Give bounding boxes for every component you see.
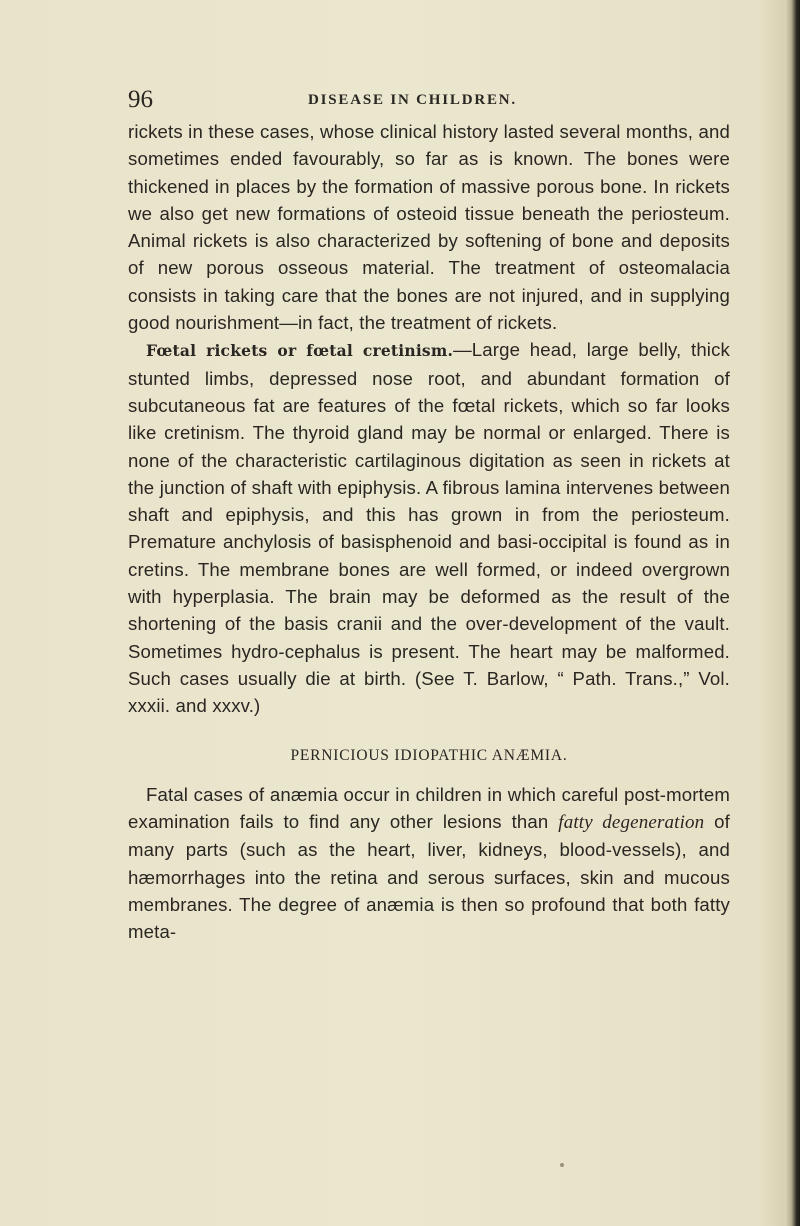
- paragraph-anaemia-start: Fatal cases of anæmia occur in children in which careful post-mortem examination fails to find any other lesions than: [128, 783, 730, 833]
- page-number: 96: [128, 86, 153, 113]
- body-text: [128, 118, 730, 946]
- run-in-heading: Fœtal rickets or fœtal cretinism.: [146, 341, 454, 361]
- paragraph-foetal-rickets: [128, 336, 730, 719]
- page-header: [128, 86, 728, 118]
- italic-phrase: fatty degeneration: [558, 812, 705, 834]
- page-speck: [560, 1163, 564, 1167]
- paragraph-anaemia: [128, 781, 730, 946]
- paragraph-rickets-continuation: rickets in these cases, whose clinical history lasted several months, and sometimes ended favourably, so far as is known. The bones were thickened in places by the formation of massive porous bone. In rickets we also get new formations of osteoid tissue beneath the periosteum. Animal rickets is also characterized by softening of bone and deposits of new porous osseous material. The treatment of osteomalacia consists in taking care that the bones are not injured, and in supplying good nourishment—in fact, the treatment of rickets.: [128, 121, 730, 334]
- paragraph-foetal-rickets-body: —Large head, large belly, thick stunted limbs, depressed nose root, and abundant formation of subcutaneous fat are features of the fœtal rickets, which so far looks like cretinism. The thyroid gland may be normal or enlarged. There is none of the characteristic cartilaginous digitation as seen in rickets at the junction of shaft with epiphysis. A fibrous lamina intervenes between shaft and epiphysis, and this has grown in from the periosteum. Premature anchylosis of basisphenoid and basi-occipital is found as in cretins. The membrane bones are well formed, or indeed overgrown with hyperplasia. The brain may be deformed as the result of the shortening of the basis cranii and the over-development of the vault. Sometimes hydro-cephalus is present. The heart may be malformed. Such cases usually die at birth. (See T. Barlow, “ Path. Trans.,” Vol. xxxii. and xxxv.): [128, 339, 730, 717]
- running-head: DISEASE IN CHILDREN.: [308, 92, 517, 108]
- paragraph-anaemia-end: of many parts (such as the heart, liver, kidneys, blood-vessels), and hæmorrhages into the retina and serous surfaces, skin and mucous membranes. The degree of anæmia is then so profound that both fatty meta-: [128, 811, 730, 943]
- section-heading: PERNICIOUS IDIOPATHIC ANÆMIA.: [290, 746, 568, 764]
- page-edge-shadow: [786, 0, 800, 1226]
